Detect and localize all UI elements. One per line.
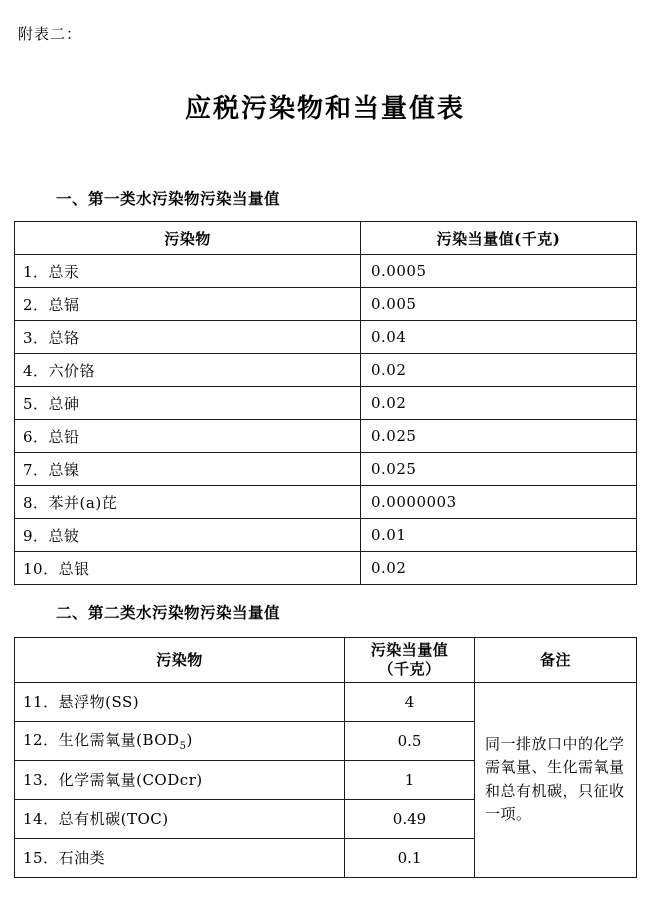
table-row [15, 288, 637, 321]
cell-pollutant-value: 0.0005 [361, 255, 637, 288]
cell-pollutant-value: 0.02 [361, 552, 637, 585]
column-header-pollutant: 污染物 [15, 222, 361, 255]
cell-pollutant-name: 6．总铅 [15, 420, 361, 453]
cell-pollutant-name: 2．总镉 [15, 288, 361, 321]
cell-pollutant-name: 9．总铍 [15, 519, 361, 552]
table-row [15, 682, 637, 721]
cell-pollutant-value: 0.1 [345, 838, 475, 877]
column-header-remark: 备注 [475, 638, 637, 683]
table-class-1-pollutants [14, 221, 637, 585]
cell-remark: 同一排放口中的化学需氧量、生化需氧量和总有机碳，只征收一项。 [475, 682, 637, 877]
table-row [15, 552, 637, 585]
cell-pollutant-name: 7．总镍 [15, 453, 361, 486]
cell-pollutant-name: 3．总铬 [15, 321, 361, 354]
table-row [15, 453, 637, 486]
cell-pollutant-value: 0.49 [345, 799, 475, 838]
cell-pollutant-value: 0.01 [361, 519, 637, 552]
table-row [15, 486, 637, 519]
cell-pollutant-value: 0.5 [345, 721, 475, 760]
cell-pollutant-name: 12．生化需氧量$(BOD_5)$ [15, 721, 345, 760]
table-row [15, 420, 637, 453]
cell-pollutant-value: 0.02 [361, 387, 637, 420]
table-row [15, 387, 637, 420]
cell-pollutant-value: 0.02 [361, 354, 637, 387]
table-row [15, 519, 637, 552]
table-row [15, 255, 637, 288]
cell-pollutant-value: 0.04 [361, 321, 637, 354]
cell-pollutant-value: 0.025 [361, 453, 637, 486]
table-header-row [15, 222, 637, 255]
cell-pollutant-name: 11．悬浮物(SS) [15, 682, 345, 721]
section-heading-1: 一、第一类水污染物污染当量值 [56, 189, 281, 208]
cell-pollutant-value: 0.025 [361, 420, 637, 453]
table-row [15, 354, 637, 387]
column-header-equivalent-line1: 污染当量值 [370, 641, 449, 659]
column-header-equivalent [345, 638, 475, 683]
cell-pollutant-name: 4．六价铬 [15, 354, 361, 387]
column-header-equivalent-line2: （千克） [378, 659, 441, 678]
cell-pollutant-name: 8．苯并(a)芘 [15, 486, 361, 519]
cell-pollutant-name: 14．总有机碳(TOC) [15, 799, 345, 838]
table-row [15, 321, 637, 354]
table-header-row [15, 638, 637, 683]
cell-pollutant-name: 10．总银 [15, 552, 361, 585]
cell-pollutant-value: 0.0000003 [361, 486, 637, 519]
cell-pollutant-value: 4 [345, 682, 475, 721]
cell-pollutant-value: 1 [345, 760, 475, 799]
cell-pollutant-name: 15．石油类 [15, 838, 345, 877]
cell-pollutant-name: 13．化学需氧量(CODcr) [15, 760, 345, 799]
table-class-2-pollutants [14, 637, 637, 878]
column-header-pollutant: 污染物 [15, 638, 345, 683]
document-label: 附表二： [18, 25, 83, 43]
section-heading-2: 二、第二类水污染物污染当量值 [56, 603, 281, 622]
cell-pollutant-name: 5．总砷 [15, 387, 361, 420]
cell-pollutant-name: 1．总汞 [15, 255, 361, 288]
column-header-equivalent: 污染当量值(千克) [361, 222, 637, 255]
page-title: 应税污染物和当量值表 [184, 94, 465, 124]
cell-pollutant-value: 0.005 [361, 288, 637, 321]
